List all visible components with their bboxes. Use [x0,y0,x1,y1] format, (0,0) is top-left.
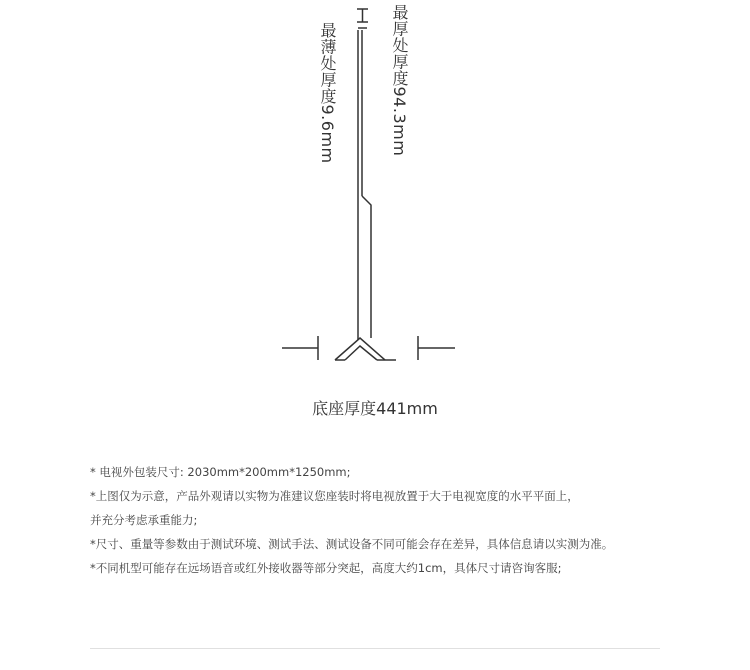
note-protrusion: *不同机型可能存在远场语音或红外接收器等部分突起，高度大约1cm，具体尺寸请咨询客服; [90,561,562,575]
bottom-divider [90,648,660,649]
base-right-marker [418,336,455,360]
note-measurement-variance: *尺寸、重量等参数由于测试环境、测试手法、测试设备不同可能会存在差异，具体信息请以实测为准。 [90,537,614,551]
thinnest-thickness-label: 最薄处厚度9.6mm [318,22,337,164]
note-package-size: * 电视外包装尺寸: 2030mm*200mm*1250mm; [90,465,351,479]
base-left-marker [282,336,318,360]
notes-section [90,460,730,580]
note-load-bearing: 并充分考虑承重能力; [90,513,198,527]
base-stand [335,338,396,360]
note-illustration-disclaimer: *上图仅为示意，产品外观请以实物为准建议您座装时将电视放置于大于电视宽度的水平平面上， [90,489,579,503]
base-thickness-label: 底座厚度441mm [312,399,438,418]
thin-edge-marker [357,9,368,22]
tv-panel-outline [358,30,371,340]
thickest-thickness-label: 最厚处厚度94.3mm [390,4,409,157]
